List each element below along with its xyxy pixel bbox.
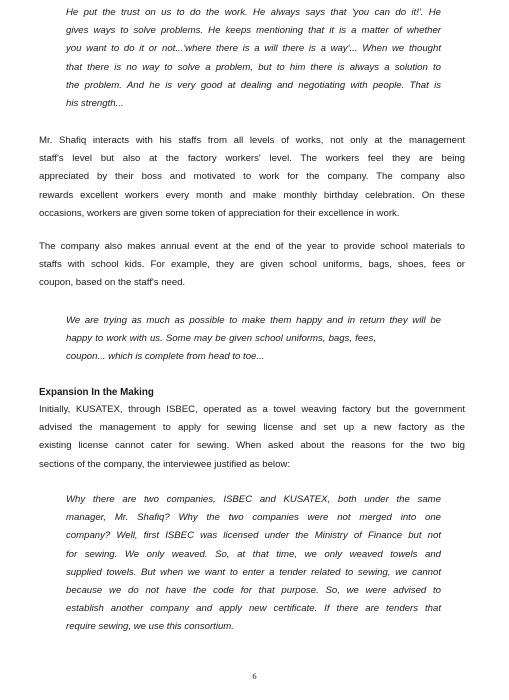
text-line: the problem. And he is very good at dealing and negotiating with people. That is: [66, 79, 441, 91]
text-line: company? Well, first ISBEC was licensed under the Ministry of Finance but not: [66, 530, 441, 542]
text-line: sections of the company, the interviewee justified as below:: [39, 458, 290, 470]
text-line: occasions, workers are given some token of appreciation for their excellence in work.: [39, 207, 400, 219]
text-line: manager, Mr. Shafiq? Why the two companies were not merged into one: [66, 512, 441, 524]
text-line: gives ways to solve problems. He keeps mentioning that it is a matter of whether: [66, 25, 441, 37]
page-number: 6: [252, 671, 257, 681]
text-line: require sewing, we use this consortium.: [66, 621, 234, 633]
text-line: staffs with school kids. For example, they are given school uniforms, bags, shoes, fees or: [39, 259, 465, 271]
text-line: because we do not have the code for that purpose. So, we were advised to: [66, 585, 441, 597]
text-line: appreciated by their boss and motivated to work for the company. The company also: [39, 171, 465, 183]
paragraph-annual-event: [39, 238, 465, 293]
text-line: supplied towels. But when we want to enter a tender related to sewing, we cannot: [66, 566, 441, 578]
text-line: happy to work with us. Some may be given school uniforms, bags, fees,: [66, 333, 376, 345]
quote-happy: [66, 312, 441, 367]
text-line: staff's level but also at the factory workers' level. The workers feel they are being: [39, 153, 465, 165]
text-line: existing license cannot cater for sewing. When asked about the reasons for the two big: [39, 440, 465, 452]
section-heading: Expansion In the Making: [39, 387, 154, 398]
text-line: Mr. Shafiq interacts with his staffs from all levels of works, not only at the management: [39, 135, 465, 146]
quote-two-companies: [66, 491, 441, 637]
text-line: establish another company and apply new certificate. If there are tenders that: [66, 603, 441, 615]
text-line: coupon... which is complete from head to toe...: [66, 351, 265, 363]
text-line: for sewing. We only weaved. So, at that time, we only weaved towels and: [66, 548, 441, 560]
text-line: rewards excellent workers every month and make monthly birthday celebration. On these: [39, 189, 465, 201]
text-line: you want to do it or not...'where there is a will there is a way'... When we thought: [66, 43, 441, 55]
text-line: advised the management to apply for sewing license and set up a new factory as the: [39, 422, 465, 434]
text-line: He put the trust on us to do the work. He always says that 'you can do it!'. He: [66, 7, 441, 18]
text-line: that there is no way to solve a problem, but to him there is always a solution to: [66, 61, 441, 73]
paragraph-staff-interaction: [39, 132, 465, 223]
text-line: coupon, based on the staff's need.: [39, 277, 186, 289]
paragraph-expansion: [39, 401, 465, 474]
quote-trust: [66, 4, 441, 113]
text-line: his strength...: [66, 98, 124, 110]
text-line: The company also makes annual event at the end of the year to provide school materials to: [39, 241, 465, 252]
text-line: We are trying as much as possible to make them happy and in return they will be: [66, 315, 441, 326]
text-line: Initially, KUSATEX, through ISBEC, operated as a towel weaving factory but the government: [39, 404, 465, 415]
text-line: Why there are two companies, ISBEC and KUSATEX, both under the same: [66, 494, 441, 505]
